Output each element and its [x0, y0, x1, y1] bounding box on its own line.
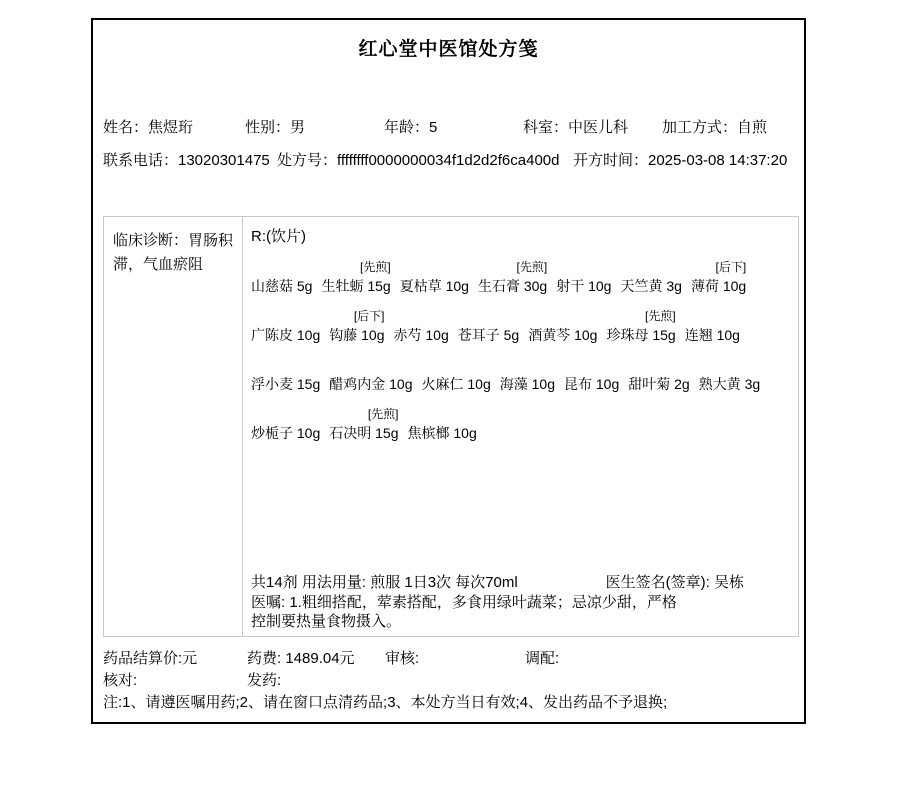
herb-item [329, 357, 412, 394]
note-text: 注:1、请遵医嘱用药;2、请在窗口点清药品;3、本处方当日有效;4、发出药品不予退换; [103, 694, 668, 711]
herb-rows [251, 259, 790, 443]
herb-decoction-tag: [先煎] [367, 407, 399, 421]
rx-label: R:(饮片) [251, 228, 306, 245]
herb-decoction-tag [394, 308, 449, 325]
herb-name-qty: 熟大黄 3g [698, 376, 761, 392]
herb-name-qty: 醋鸡内金 10g [329, 376, 413, 392]
document-title: 红心堂中医馆处方笺 [358, 39, 539, 60]
herb-name-qty: 炒栀子 10g [251, 425, 321, 441]
settlement-price-field: 药品结算价:元 [103, 650, 198, 667]
herb-decoction-tag [685, 308, 740, 325]
herb-name-qty: 夏枯草 10g [399, 278, 469, 294]
prescription-cell [243, 217, 798, 636]
herb-name-qty: 焦槟榔 10g [407, 425, 477, 441]
herb-item [251, 406, 320, 443]
herb-name-qty: 苍耳子 5g [457, 327, 520, 343]
herb-item [606, 308, 675, 345]
processing-method-field: 加工方式：自煎 [662, 119, 768, 136]
review-field: 审核: [385, 650, 420, 667]
herb-decoction-tag [458, 308, 519, 325]
herb-decoction-tag: [先煎] [516, 260, 548, 274]
herb-name-qty: 薄荷 10g [690, 278, 747, 294]
herb-decoction-tag: [后下] [715, 260, 747, 274]
herb-name-qty: 甜叶菊 2g [628, 376, 690, 392]
usage-text: 共14剂 用法用量: 煎服 1日3次 每次70ml [251, 574, 518, 591]
phone-field: 联系电话：13020301475 [103, 152, 270, 169]
herb-item [564, 357, 619, 394]
herb-name-qty: 火麻仁 10g [421, 376, 491, 392]
herb-decoction-tag [628, 357, 689, 374]
herb-name-qty: 山慈菇 5g [251, 278, 313, 294]
herb-name-qty: 钩藤 10g [329, 327, 385, 343]
herb-row [251, 357, 790, 394]
herb-decoction-tag [329, 357, 412, 374]
herb-name-qty: 昆布 10g [564, 376, 620, 392]
advice-text: 医嘱: 1.粗细搭配，荤素搭配，多食用绿叶蔬菜；忌凉少甜，严格控制要热量食物摄入。 [251, 594, 677, 630]
herb-item [556, 259, 611, 296]
herb-decoction-tag [564, 357, 619, 374]
fee-field: 药费: 1489.04元 [247, 650, 355, 667]
herb-item [620, 259, 681, 296]
patient-name-field: 姓名：焦煜珩 [103, 119, 194, 136]
check-field: 核对: [103, 672, 138, 689]
herb-item [329, 308, 384, 345]
herb-decoction-tag: [先煎] [645, 309, 676, 323]
herb-decoction-tag [528, 308, 597, 325]
herb-item [408, 406, 477, 443]
department-field: 科室：中医儿科 [523, 119, 629, 136]
herb-item [422, 357, 491, 394]
herb-decoction-tag [408, 406, 477, 423]
herb-name-qty: 海藻 10g [499, 376, 555, 392]
herb-name-qty: 广陈皮 10g [251, 327, 321, 343]
dispense-field: 发药: [247, 672, 282, 689]
herb-decoction-tag [251, 406, 320, 423]
herb-item [400, 259, 469, 296]
herb-item [699, 357, 760, 394]
herb-item [528, 308, 597, 345]
herb-decoction-tag: [后下] [353, 309, 385, 323]
usage-line [251, 573, 790, 592]
herb-decoction-tag [400, 259, 469, 276]
compound-field: 调配: [525, 650, 560, 667]
herb-name-qty: 射干 10g [556, 278, 612, 294]
herb-item [500, 357, 555, 394]
herb-row [251, 308, 790, 345]
main-table [103, 216, 799, 637]
herb-item [251, 357, 320, 394]
herb-item [321, 259, 390, 296]
herb-decoction-tag [251, 259, 312, 276]
patient-gender-field: 性别：男 [245, 119, 306, 136]
herb-item [251, 259, 312, 296]
herb-item [628, 357, 689, 394]
prescription-time-field: 开方时间：2025-03-08 14:37:20 [573, 152, 788, 169]
prescription-number-field: 处方号：ffffffff0000000034f1d2d2f6ca400d [277, 152, 560, 169]
herb-decoction-tag [500, 357, 555, 374]
herb-item [458, 308, 519, 345]
herb-decoction-tag [251, 308, 320, 325]
herb-name-qty: 生牡蛎 15g [321, 278, 391, 294]
herb-item [685, 308, 740, 345]
herb-item [394, 308, 449, 345]
patient-age-field: 年龄：5 [384, 119, 438, 136]
herb-decoction-tag: [先煎] [360, 260, 391, 274]
herb-name-qty: 酒黄芩 10g [528, 327, 598, 343]
herb-decoction-tag [556, 259, 611, 276]
doctor-signature: 医生签名(签章): 吴栋 [605, 574, 744, 591]
herb-name-qty: 赤芍 10g [393, 327, 449, 343]
herb-item [251, 308, 320, 345]
herb-row [251, 259, 790, 296]
herb-name-qty: 珍珠母 15g [606, 327, 676, 343]
herb-decoction-tag [620, 259, 681, 276]
herb-row [251, 406, 790, 443]
herb-name-qty: 石决明 15g [329, 425, 399, 441]
herb-decoction-tag [699, 357, 760, 374]
herb-decoction-tag [422, 357, 491, 374]
herb-item [691, 259, 746, 296]
herb-item [478, 259, 547, 296]
herb-item [329, 406, 398, 443]
herb-name-qty: 浮小麦 15g [251, 376, 321, 392]
herb-name-qty: 天竺黄 3g [620, 278, 682, 294]
prescription-footer [251, 573, 790, 631]
herb-name-qty: 连翘 10g [684, 327, 740, 343]
herb-decoction-tag [251, 357, 320, 374]
herb-name-qty: 生石膏 30g [477, 278, 548, 294]
diagnosis-cell [104, 217, 243, 636]
diagnosis-text: 临床诊断：胃肠积滞，气血瘀阻 [113, 232, 234, 273]
